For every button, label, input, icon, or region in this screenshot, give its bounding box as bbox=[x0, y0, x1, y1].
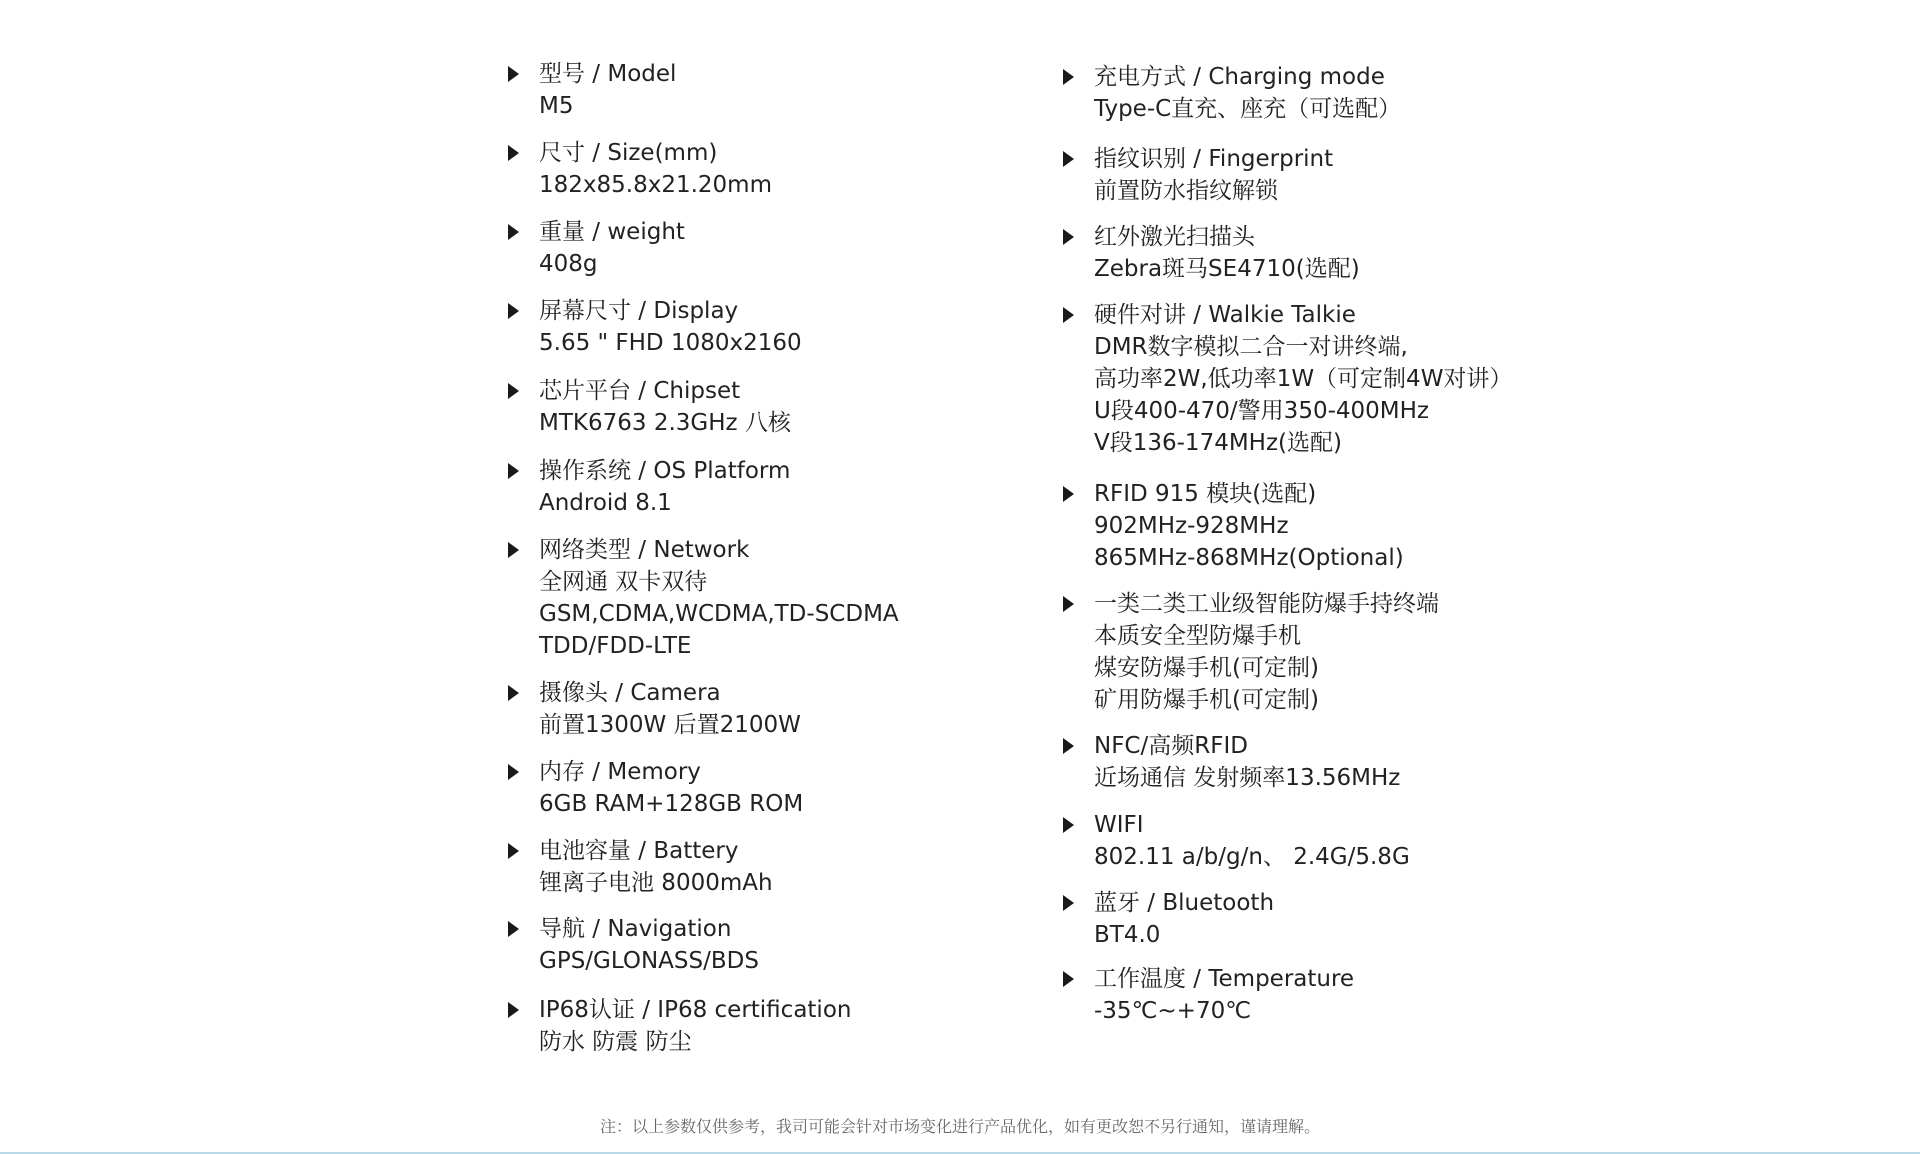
spec-title: 芯片平台 / Chipset bbox=[539, 378, 741, 404]
spec-value: TDD/FDD-LTE bbox=[539, 633, 692, 659]
spec-text bbox=[539, 295, 1079, 359]
triangle-right-icon bbox=[1063, 895, 1074, 911]
spec-value: 近场通信 发射频率13.56MHz bbox=[1094, 765, 1401, 791]
spec-value: 全网通 双卡双待 bbox=[539, 569, 708, 595]
spec-text bbox=[1094, 61, 1634, 125]
spec-title: 重量 / weight bbox=[539, 219, 685, 245]
spec-text bbox=[1094, 299, 1634, 459]
triangle-right-icon bbox=[508, 921, 519, 937]
spec-value: V段136-174MHz(选配) bbox=[1094, 430, 1342, 456]
spec-text bbox=[1094, 478, 1634, 574]
triangle-right-icon bbox=[508, 843, 519, 859]
spec-title: 电池容量 / Battery bbox=[539, 838, 739, 864]
spec-text bbox=[1094, 809, 1634, 873]
triangle-right-icon bbox=[508, 224, 519, 240]
spec-text bbox=[1094, 143, 1634, 207]
spec-title: 型号 / Model bbox=[539, 61, 677, 87]
spec-value: DMR数字模拟二合一对讲终端, bbox=[1094, 334, 1408, 360]
triangle-right-icon bbox=[1063, 69, 1074, 85]
triangle-right-icon bbox=[1063, 229, 1074, 245]
spec-title: 一类二类工业级智能防爆手持终端 bbox=[1094, 591, 1439, 617]
spec-value: 锂离子电池 8000mAh bbox=[539, 870, 773, 896]
spec-value: 前置防水指纹解锁 bbox=[1094, 178, 1278, 204]
spec-text bbox=[539, 534, 1079, 662]
spec-text bbox=[1094, 730, 1634, 794]
triangle-right-icon bbox=[508, 145, 519, 161]
spec-value: 182x85.8x21.20mm bbox=[539, 172, 772, 198]
triangle-right-icon bbox=[508, 303, 519, 319]
triangle-right-icon bbox=[1063, 151, 1074, 167]
triangle-right-icon bbox=[508, 1002, 519, 1018]
spec-value: M5 bbox=[539, 93, 574, 119]
spec-title: 导航 / Navigation bbox=[539, 916, 732, 942]
spec-text bbox=[539, 216, 1079, 280]
spec-title: 工作温度 / Temperature bbox=[1094, 966, 1355, 992]
spec-title: 内存 / Memory bbox=[539, 759, 701, 785]
spec-title: 尺寸 / Size(mm) bbox=[539, 140, 718, 166]
spec-value: Type-C直充、座充（可选配） bbox=[1094, 96, 1402, 122]
spec-title: 屏幕尺寸 / Display bbox=[539, 298, 739, 324]
triangle-right-icon bbox=[1063, 307, 1074, 323]
spec-value: 前置1300W 后置2100W bbox=[539, 712, 801, 738]
triangle-right-icon bbox=[508, 66, 519, 82]
spec-value: 6GB RAM+128GB ROM bbox=[539, 791, 804, 817]
spec-text bbox=[539, 835, 1079, 899]
spec-title: WIFI bbox=[1094, 812, 1144, 838]
footer-note: 注：以上参数仅供参考，我司可能会针对市场变化进行产品优化，如有更改恕不另行通知，谨请理解。 bbox=[599, 1117, 1320, 1136]
spec-title: NFC/高频RFID bbox=[1094, 733, 1248, 759]
spec-value: Zebra斑马SE4710(选配) bbox=[1094, 256, 1360, 282]
spec-value: 高功率2W,低功率1W（可定制4W对讲） bbox=[1094, 366, 1513, 392]
spec-title: IP68认证 / IP68 certification bbox=[539, 997, 852, 1023]
spec-text bbox=[539, 913, 1079, 977]
spec-title: 摄像头 / Camera bbox=[539, 680, 721, 706]
spec-value: 矿用防爆手机(可定制) bbox=[1094, 687, 1319, 713]
triangle-right-icon bbox=[508, 463, 519, 479]
spec-value: 防水 防震 防尘 bbox=[539, 1029, 692, 1055]
spec-value: 865MHz-868MHz(Optional) bbox=[1094, 545, 1404, 571]
spec-text bbox=[539, 677, 1079, 741]
triangle-right-icon bbox=[1063, 817, 1074, 833]
spec-value: 902MHz-928MHz bbox=[1094, 513, 1289, 539]
spec-value: 煤安防爆手机(可定制) bbox=[1094, 655, 1319, 681]
triangle-right-icon bbox=[508, 383, 519, 399]
spec-value: 408g bbox=[539, 251, 598, 277]
spec-value: 5.65 " FHD 1080x2160 bbox=[539, 330, 802, 356]
triangle-right-icon bbox=[508, 542, 519, 558]
spec-value: MTK6763 2.3GHz 八核 bbox=[539, 410, 791, 436]
triangle-right-icon bbox=[508, 764, 519, 780]
spec-text bbox=[1094, 963, 1634, 1027]
spec-title: RFID 915 模块(选配) bbox=[1094, 481, 1317, 507]
spec-value: -35℃~+70℃ bbox=[1094, 998, 1252, 1024]
spec-text bbox=[1094, 588, 1634, 716]
spec-text bbox=[1094, 221, 1634, 285]
spec-value: BT4.0 bbox=[1094, 922, 1161, 948]
spec-value: Android 8.1 bbox=[539, 490, 672, 516]
spec-text bbox=[539, 455, 1079, 519]
spec-text bbox=[539, 375, 1079, 439]
spec-value: U段400-470/警用350-400MHz bbox=[1094, 398, 1429, 424]
spec-text bbox=[539, 756, 1079, 820]
spec-text bbox=[539, 137, 1079, 201]
spec-title: 网络类型 / Network bbox=[539, 537, 750, 563]
spec-title: 操作系统 / OS Platform bbox=[539, 458, 791, 484]
spec-value: 802.11 a/b/g/n、 2.4G/5.8G bbox=[1094, 844, 1410, 870]
triangle-right-icon bbox=[508, 685, 519, 701]
spec-value: GPS/GLONASS/BDS bbox=[539, 948, 759, 974]
spec-text bbox=[539, 994, 1079, 1058]
spec-text bbox=[1094, 887, 1634, 951]
triangle-right-icon bbox=[1063, 738, 1074, 754]
triangle-right-icon bbox=[1063, 971, 1074, 987]
spec-text bbox=[539, 58, 1079, 122]
spec-title: 硬件对讲 / Walkie Talkie bbox=[1094, 302, 1356, 328]
triangle-right-icon bbox=[1063, 486, 1074, 502]
spec-title: 充电方式 / Charging mode bbox=[1094, 64, 1385, 90]
triangle-right-icon bbox=[1063, 596, 1074, 612]
spec-title: 指纹识别 / Fingerprint bbox=[1094, 146, 1334, 172]
spec-value: GSM,CDMA,WCDMA,TD-SCDMA bbox=[539, 601, 899, 627]
spec-title: 蓝牙 / Bluetooth bbox=[1094, 890, 1275, 916]
spec-value: 本质安全型防爆手机 bbox=[1094, 623, 1301, 649]
spec-title: 红外激光扫描头 bbox=[1094, 224, 1255, 250]
